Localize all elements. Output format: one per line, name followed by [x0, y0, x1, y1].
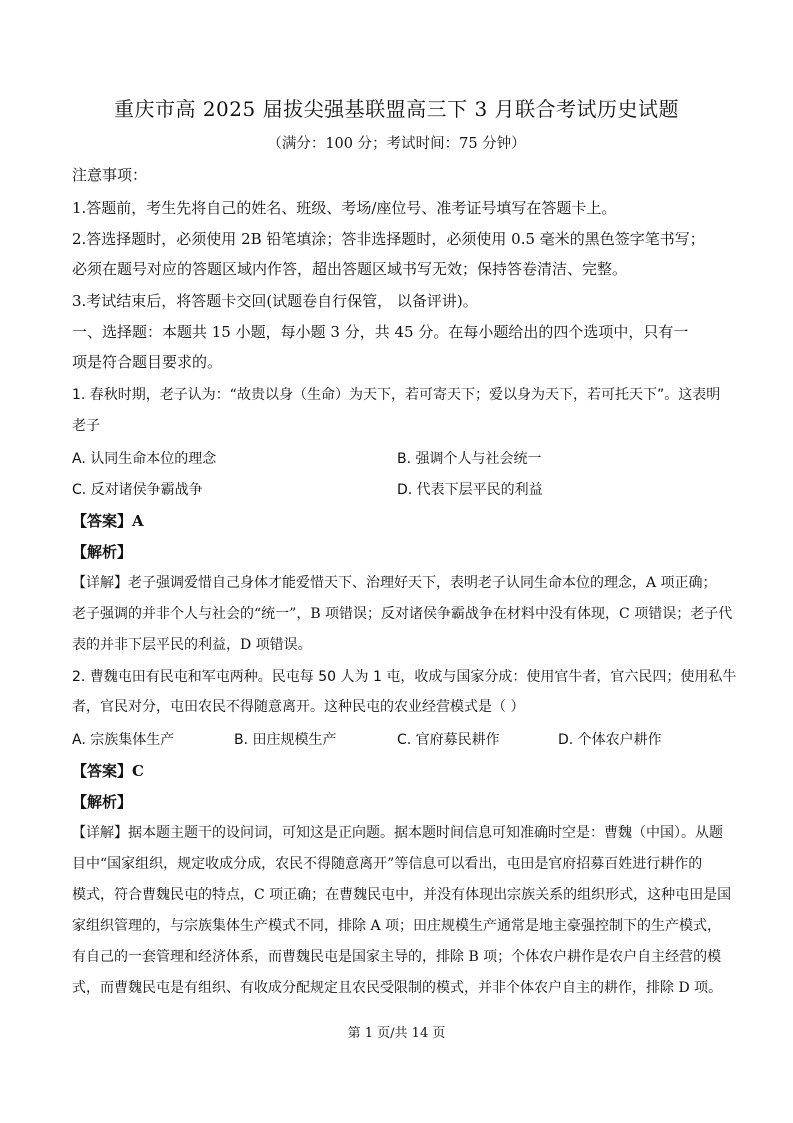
question-1-stem: 1. 春秋时期，老子认为：“故贵以身（生命）为天下，若可寄天下；爱以身为天下，若可托天下”。这表明 — [72, 387, 721, 403]
page-footer: 第 1 页/共 14 页 — [347, 1026, 446, 1041]
question-2-detail: 模式，符合曹魏民屯的特点，C 项正确；在曹魏民屯中，并没有体现出宗族关系的组织形式，这种屯田是国 — [72, 887, 732, 903]
question-2-detail: 【详解】据本题主题干的设问词，可知这是正向题。据本题时间信息可知准确时空是：曹魏（中国）。从题 — [72, 825, 723, 841]
notice-item: 必须在题号对应的答题区域内作答，超出答题区域书写无效；保持答卷清洁、完整。 — [72, 260, 628, 278]
question-2-detail: 家组织管理的，与宗族集体生产模式不同，排除 A 项；田庄规模生产通常是地主豪强控制下的生产模式， — [72, 918, 722, 934]
question-1-option-b: B. 强调个人与社会统一 — [397, 451, 542, 467]
section-heading-cont: 项是符合题目要求的。 — [72, 353, 223, 371]
page-subtitle: （满分：100 分；考试时间：75 分钟） — [267, 136, 526, 152]
question-2-detail: 目中“国家组织，规定收成分成，农民不得随意离开”等信息可以看出，屯田是官府招募百姓进行耕作的 — [72, 856, 703, 872]
question-1-stem-cont: 老子 — [72, 418, 100, 434]
notice-item: 3.考试结束后，将答题卡交回(试题卷自行保管， 以备评讲)。 — [72, 292, 478, 310]
notice-item: 2.答选择题时，必须使用 2B 铅笔填涂；答非选择题时，必须使用 0.5 毫米的黑色签字笔书写； — [72, 230, 705, 248]
section-heading: 一、选择题：本题共 15 小题，每小题 3 分，共 45 分。在每小题给出的四个选项中，只有一 — [72, 323, 689, 341]
question-2-analysis-label: 【解析】 — [72, 793, 133, 811]
question-2-stem-cont: 者，官民对分，屯田农民不得随意离开。这种民屯的农业经营模式是（ ） — [72, 699, 525, 715]
question-2-answer: 【答案】C — [72, 762, 144, 780]
question-2-option-d: D. 个体农户耕作 — [558, 732, 662, 748]
notice-heading: 注意事项： — [72, 166, 148, 184]
question-1-option-d: D. 代表下层平民的利益 — [397, 482, 543, 498]
question-2-detail: 式，而曹魏民屯是有组织、有收成分配规定且农民受限制的模式，并非个体农户自主的耕作，排除 D 项。 — [72, 980, 723, 996]
question-1-analysis-label: 【解析】 — [72, 543, 133, 561]
question-2-stem: 2. 曹魏屯田有民屯和军屯两种。民屯每 50 人为 1 屯，收成与国家分成：使用官牛者，官六民四；使用私牛 — [72, 669, 737, 685]
question-1-detail: 表的并非下层平民的利益，D 项错误。 — [72, 637, 312, 653]
question-2-option-c: C. 官府募民耕作 — [397, 732, 500, 748]
question-1-answer: 【答案】A — [72, 512, 144, 530]
question-1-option-c: C. 反对诸侯争霸战争 — [72, 482, 203, 498]
question-2-detail: 有自己的一套管理和经济体系，而曹魏民屯是国家主导的，排除 B 项；个体农户耕作是农户自主经营的模 — [72, 949, 722, 965]
question-1-detail: 【详解】老子强调爱惜自己身体才能爱惜天下、治理好天下，表明老子认同生命本位的理念，A 项正确； — [72, 575, 717, 591]
question-2-option-a: A. 宗族集体生产 — [72, 732, 175, 748]
question-1-detail: 老子强调的并非个人与社会的“统一”，B 项错误；反对诸侯争霸战争在材料中没有体现，C 项错误；老子代 — [72, 606, 733, 622]
question-2-option-b: B. 田庄规模生产 — [234, 732, 337, 748]
question-1-option-a: A. 认同生命本位的理念 — [72, 451, 217, 467]
page-title: 重庆市高 2025 届拔尖强基联盟高三下 3 月联合考试历史试题 — [113, 97, 680, 121]
notice-item: 1.答题前，考生先将自己的姓名、班级、考场/座位号、准考证号填写在答题卡上。 — [72, 199, 617, 217]
